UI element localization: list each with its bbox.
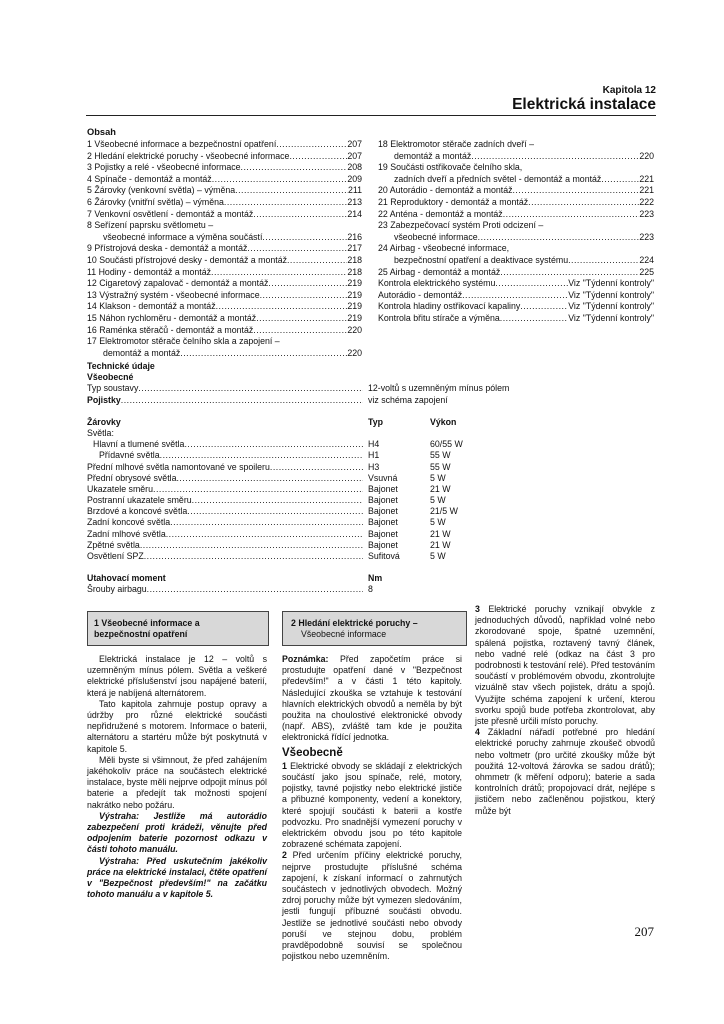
spec-leader-dots <box>144 551 363 562</box>
toc-entry-page: 216 <box>347 231 362 242</box>
section2-body-left <box>282 654 462 962</box>
spec-name: Typ soustavy <box>87 383 139 394</box>
spec-name-cell <box>87 439 363 450</box>
section2-heading-general: Všeobecně <box>282 746 343 759</box>
spec-row <box>87 551 657 562</box>
spec-leader-dots <box>170 517 363 528</box>
spec-row <box>87 462 657 473</box>
section1-heading-box <box>87 611 269 646</box>
toc-entry <box>378 278 654 290</box>
toc-entry <box>378 151 654 163</box>
spec-value: H1 <box>368 450 380 461</box>
toc-entry <box>378 290 654 302</box>
toc-entry <box>87 174 362 186</box>
section1-warning2: Výstraha: Před uskutečním jakékoliv práce na elektrické instalaci, čtěte opatření v "Bezpečnost především!" na začátku tohoto manuálu a v kapitole 5. <box>87 855 267 900</box>
toc-right-column <box>378 139 654 325</box>
toc-entry-page: Viz "Týdenní kontroly" <box>568 289 654 300</box>
toc-entry <box>87 255 362 267</box>
toc-entry-page: 219 <box>347 312 362 323</box>
spec-leader-dots <box>147 584 363 595</box>
toc-entry <box>378 267 654 279</box>
spec-row <box>87 473 657 484</box>
spec-leader-dots <box>160 450 363 461</box>
section2-para1: Elektrické obvody se skládají z elektrických součástí jako jsou spínače, relé, motory, pojistky, tavné pojistky nebo elektrické jističe a přibuzné komponenty, vedení a konektory, které spojují součásti k baterii a kostře podvozku. Pro snadnější vymezení poruchy v elektrickém obvodu jsou po této kapitole zobrazené schémata zapojení. <box>282 760 462 850</box>
toc-entry-page: 208 <box>347 162 362 173</box>
toc-leader-dots <box>495 278 568 290</box>
toc-leader-dots <box>241 162 348 174</box>
toc-entry-title: 25 Airbag - demontáž a montáž <box>378 266 501 277</box>
toc-leader-dots <box>253 209 347 221</box>
toc-entry-page: 220 <box>347 347 362 358</box>
spec-name-cell <box>87 506 363 517</box>
toc-left-column <box>87 139 362 359</box>
section1-para1: Elektrická instalace je 12 – voltů s uzemněným mínus pólem. Světla a veškeré elektrické příslušenství jsou napájené baterií, která je nabíjená alternátorem. <box>87 654 267 698</box>
spec-value: Bajonet <box>368 495 398 506</box>
spec-name: Ukazatele směru <box>87 483 154 494</box>
section2-para-num: 3 <box>475 604 480 614</box>
toc-entry-title: 4 Spínače - demontáž a montáž <box>87 173 212 184</box>
spec-row <box>87 383 657 394</box>
toc-entry-title: 21 Reproduktory - demontáž a montáž <box>378 196 529 207</box>
bulbs-sub: Světla: <box>87 427 114 438</box>
torque-unit: Nm <box>368 573 383 584</box>
toc-entry-page: 222 <box>639 196 654 207</box>
toc-leader-dots <box>471 151 639 163</box>
toc-entry-title: 13 Výstražný systém - všeobecné informace <box>87 289 260 300</box>
toc-entry <box>87 209 362 221</box>
spec-name-cell <box>87 462 363 473</box>
toc-leader-dots <box>512 185 639 197</box>
section2-body-right <box>475 604 655 817</box>
toc-leader-dots <box>528 197 639 209</box>
toc-entry-title: 10 Součásti přístrojové desky - demontáž a montáž <box>87 254 287 265</box>
spec-value: viz schéma zapojení <box>368 394 448 405</box>
torque-header-row <box>87 573 657 584</box>
spec-value-2: 21 W <box>430 539 451 550</box>
toc-leader-dots <box>500 313 568 325</box>
section2-para <box>475 604 655 727</box>
toc-leader-dots <box>568 255 639 267</box>
spec-name: Přední mlhové světla namontované ve spoileru <box>87 461 270 472</box>
toc-leader-dots <box>520 301 568 313</box>
spec-value-2: 60/55 W <box>430 439 463 450</box>
spec-name-cell <box>87 383 363 394</box>
toc-entry-title: 18 Elektromotor stěrače zadních dveří – <box>378 139 534 149</box>
toc-entry <box>378 243 654 255</box>
toc-entry <box>87 162 362 174</box>
toc-entry-title: 12 Cigaretový zapalovač - demontáž a montáž <box>87 278 269 289</box>
bulbs-list <box>87 439 657 562</box>
toc-leader-dots <box>235 185 348 197</box>
spec-name-cell <box>87 473 363 484</box>
toc-entry <box>87 336 362 348</box>
spec-leader-dots <box>140 540 363 551</box>
section2-para-text: Elektrické poruchy vznikají obvykle z jednoduchých důvodů, například volné nebo zkorodované spoje, špatné uzemnění, spálená pojistka, roztavený tavný článek, nebo vadné relé (odkaz na část 3 pro podrobnosti k testování relé). Před testováním součástí v problémovém obvodu, zkontrolujte vizuálně stav všech pojistek, drátu a spojů. Využijte schéma zapojení k určení, kterou svorku spojů bude potřeba zkontrolovat, aby jste přesně určili místo poruchy. <box>475 604 655 727</box>
spec-value-2: 55 W <box>430 450 451 461</box>
spec-name: Postranní ukazatele směru <box>87 495 192 506</box>
spec-name-cell <box>87 551 363 562</box>
toc-leader-dots <box>287 255 347 267</box>
spec-name-cell <box>87 529 363 540</box>
toc-entry-page: 214 <box>347 208 362 219</box>
spec-name: Zpětné světla <box>87 539 140 550</box>
toc-entry-page: 223 <box>639 208 654 219</box>
toc-entry-title: Kontrola hladiny ostřikovací kapaliny <box>378 301 521 312</box>
section2-heading-line2: Všeobecné informace <box>301 629 387 639</box>
spec-value-2: 55 W <box>430 461 451 472</box>
toc-entry-title: bezpečnostní opatření a deaktivace systému <box>394 254 569 265</box>
bulbs-col-power: Výkon <box>430 416 457 427</box>
toc-leader-dots <box>212 174 348 186</box>
toc-leader-dots <box>260 290 348 302</box>
spec-leader-dots <box>166 529 363 540</box>
chapter-title: Elektrická instalace <box>512 96 656 113</box>
spec-name-cell <box>87 495 363 506</box>
toc-entry-page: 220 <box>639 150 654 161</box>
toc-entry-title: 15 Náhon rychloměru - demontáž a montáž <box>87 312 257 323</box>
toc-entry-title: 8 Seřízení paprsku světlometu – <box>87 220 214 231</box>
spec-name: Hlavní a tlumené světla <box>93 439 185 450</box>
spec-name: Pojistky <box>87 394 121 405</box>
toc-entry-title: 11 Hodiny - demontáž a montáž <box>87 266 212 277</box>
toc-entry-title: 23 Zabezpečovací systém Proti odcizení – <box>378 220 544 231</box>
spec-value-2: 5 W <box>430 495 446 506</box>
toc-entry <box>87 313 362 325</box>
toc-entry <box>378 139 654 151</box>
torque-title: Utahovací moment <box>87 573 166 584</box>
toc-entry-title: 14 Klakson - demontáž a montáž <box>87 301 216 312</box>
toc-entry-page: 223 <box>639 231 654 242</box>
specs-title: Technické údaje <box>87 361 155 371</box>
spec-name-cell <box>87 517 363 528</box>
toc-entry <box>87 220 362 232</box>
spec-value-2: 21/5 W <box>430 506 458 517</box>
spec-row <box>87 484 657 495</box>
toc-entry-title: demontáž a montáž <box>394 150 472 161</box>
toc-entry-page: 219 <box>347 301 362 312</box>
toc-entry <box>87 197 362 209</box>
toc-leader-dots <box>478 232 640 244</box>
toc-leader-dots <box>211 267 347 279</box>
toc-entry-page: 213 <box>347 196 362 207</box>
spec-row <box>87 395 657 406</box>
spec-value-2: 21 W <box>430 528 451 539</box>
toc-entry-title: Autorádio - demontáž <box>378 289 463 300</box>
section2-heading-box <box>282 611 467 646</box>
toc-entry <box>378 162 654 174</box>
toc-leader-dots <box>253 325 347 337</box>
toc-entry-title: 5 Žárovky (venkovní světla) – výměna <box>87 185 236 196</box>
bulbs-header-row <box>87 417 657 428</box>
section2-para-num: 4 <box>475 727 480 738</box>
spec-leader-dots <box>138 383 363 394</box>
section2-p1-num: 1 <box>282 760 287 771</box>
spec-name: Šrouby airbagu <box>87 584 147 595</box>
toc-leader-dots <box>500 267 639 279</box>
spec-value: Bajonet <box>368 517 398 528</box>
toc-leader-dots <box>247 243 347 255</box>
toc-entry <box>378 301 654 313</box>
spec-value-2: 21 W <box>430 483 451 494</box>
specs-general-title: Všeobecné <box>87 372 134 383</box>
toc-entry-page: 219 <box>347 278 362 289</box>
spec-row <box>87 517 657 528</box>
toc-entry-title: 16 Raménka stěračů - demontáž a montáž <box>87 324 254 335</box>
toc-entry-page: 221 <box>639 173 654 184</box>
spec-value: Bajonet <box>368 539 398 550</box>
section1-body <box>87 654 267 900</box>
toc-entry-page: 219 <box>347 289 362 300</box>
toc-entry <box>87 301 362 313</box>
section1-warning1: Výstraha: Jestliže má autorádio zabezpečení proti krádeži, věnujte před odpojením baterie pozornost odkazu v části tohoto manuálu. <box>87 810 267 855</box>
toc-entry-page: 211 <box>347 185 362 196</box>
toc-entry-title: všeobecné informace a výměna součástí <box>103 231 263 242</box>
toc-leader-dots <box>289 151 347 163</box>
toc-entry <box>87 243 362 255</box>
spec-leader-dots <box>153 484 363 495</box>
section1-heading-line1: 1 Všeobecné informace a <box>94 618 200 628</box>
toc-leader-dots <box>276 139 347 151</box>
toc-entry-title: 19 Součásti ostřikovače čelního skla, <box>378 162 523 173</box>
toc-title: Obsah <box>87 127 116 137</box>
toc-entry-page: 218 <box>347 254 362 265</box>
section2-para2: Před určením příčiny elektrické poruchy, nejprve prostudujte příslušné schéma zapojení, k získaní informací o zahrnutých součástech v jednotlivých obvodech. Možný zdroj poruchy může být vymezen sledováním, jestli fungují příbuzné součásti obvodu. Jestliže se jednotlivé součásti nebo obvody poruší ve stejnou dobu, problém pravděpodobně souvisí se společnou pojistkou nebo uzemněním. <box>282 850 462 962</box>
toc-entry <box>87 278 362 290</box>
spec-name: Zadní koncové světla <box>87 517 171 528</box>
spec-value-2: 5 W <box>430 472 446 483</box>
toc-entry-page: Viz "Týdenní kontroly" <box>568 301 654 312</box>
toc-leader-dots <box>462 290 568 302</box>
toc-entry-title: Kontrola elektrického systému <box>378 278 496 289</box>
toc-entry-title: 20 Autorádio - demontáž a montáž <box>378 185 513 196</box>
spec-value: Bajonet <box>368 483 398 494</box>
toc-leader-dots <box>180 348 347 360</box>
section2-heading-line1: 2 Hledání elektrické poruchy – <box>291 618 418 628</box>
toc-entry-page: 220 <box>347 324 362 335</box>
toc-entry-page: 225 <box>639 266 654 277</box>
toc-entry-title: 3 Pojistky a relé - všeobecné informace <box>87 162 241 173</box>
toc-entry <box>378 209 654 221</box>
toc-entry <box>87 348 362 360</box>
toc-leader-dots <box>256 313 347 325</box>
spec-name: Přídavné světla <box>99 450 160 461</box>
spec-row <box>87 495 657 506</box>
toc-entry-title: 24 Airbag - všeobecné informace, <box>378 243 510 254</box>
spec-leader-dots <box>270 462 363 473</box>
toc-entry <box>378 174 654 186</box>
toc-leader-dots <box>216 301 348 313</box>
spec-name: Zadní mlhové světla <box>87 528 166 539</box>
chapter-label: Kapitola 12 <box>602 85 656 96</box>
toc-entry <box>87 267 362 279</box>
spec-name-cell <box>87 584 363 595</box>
spec-leader-dots <box>192 495 363 506</box>
toc-entry-title: 22 Anténa - demontáž a montáž <box>378 208 503 219</box>
spec-name: Brzdové a koncové světla <box>87 506 188 517</box>
toc-leader-dots <box>601 174 639 186</box>
spec-value: 12-voltů s uzemněným mínus pólem <box>368 383 510 394</box>
toc-entry <box>87 232 362 244</box>
spec-value: Sufitová <box>368 551 400 562</box>
section2-note-label: Poznámka: <box>282 654 329 664</box>
toc-entry-page: 224 <box>639 254 654 265</box>
toc-leader-dots <box>268 278 347 290</box>
toc-entry-page: 209 <box>347 173 362 184</box>
spec-name-cell <box>87 484 363 495</box>
section2-para <box>475 727 655 817</box>
toc-entry-title: 7 Venkovní osvětlení - demontáž a montáž <box>87 208 254 219</box>
spec-value: Bajonet <box>368 506 398 517</box>
toc-entry-title: 9 Přístrojová deska - demontáž a montáž <box>87 243 248 254</box>
toc-entry-page: 217 <box>347 243 362 254</box>
spec-row <box>87 506 657 517</box>
spec-leader-dots <box>176 473 363 484</box>
toc-entry <box>87 185 362 197</box>
spec-leader-dots <box>184 439 363 450</box>
spec-value-2: 5 W <box>430 517 446 528</box>
section1-para2: Tato kapitola zahrnuje postup opravy a údržby pro různé elektrické součásti nepřidružené s motorem. Informace o baterii, alternátoru a startéru může být poskytnutá v kapitole 5. <box>87 698 267 754</box>
toc-entry <box>87 290 362 302</box>
toc-entry <box>378 220 654 232</box>
torque-list <box>87 584 657 595</box>
toc-entry-title: zadních dveří a předních světel - demontáž a montáž <box>394 173 602 184</box>
toc-entry <box>378 255 654 267</box>
spec-name-cell <box>87 540 363 551</box>
toc-entry <box>378 232 654 244</box>
toc-entry <box>87 139 362 151</box>
toc-entry-title: 6 Žárovky (vnitřní světla) – výměna <box>87 196 224 207</box>
specs-general-list <box>87 383 657 405</box>
toc-entry <box>378 197 654 209</box>
spec-row <box>87 584 657 595</box>
toc-entry <box>378 185 654 197</box>
spec-row <box>87 529 657 540</box>
toc-entry-page: Viz "Týdenní kontroly" <box>568 312 654 323</box>
toc-entry-page: Viz "Týdenní kontroly" <box>568 278 654 289</box>
toc-entry-title: všeobecné informace <box>394 231 478 242</box>
spec-value: H4 <box>368 439 380 450</box>
spec-value: Bajonet <box>368 528 398 539</box>
spec-value: 8 <box>368 584 373 595</box>
toc-entry <box>87 151 362 163</box>
spec-name: Osvětlení SPZ <box>87 551 144 562</box>
section2-note: Před započetím práce si prostudujte opatření dané v "Bezpečnost především!" a v části 1 této kapitoly. Následující zkouška se vztahuje k testování hlavních elektrických obvodů a neměla by být použita na choulostivé elektronické obvody (např. ABS), zvláště tam kde je použita elektronická řídící jednotka. <box>282 654 462 743</box>
toc-entry-title: Kontrola břitu stírače a výměna <box>378 312 500 323</box>
spec-leader-dots <box>121 395 363 406</box>
spec-value-2: 5 W <box>430 551 446 562</box>
section1-heading-line2: bezpečnostní opatření <box>94 629 188 639</box>
spec-name: Přední obrysové světla <box>87 472 177 483</box>
spec-name-cell <box>87 450 363 461</box>
toc-entry-page: 221 <box>639 185 654 196</box>
section1-para3: Měli byste si všimnout, že před zahájením jakéhokoliv práce na součástech elektrické instalace, byste měli nejprve odpojit mínus pól baterie a předejít tak možnosti spojení nakrátko nebo požáru. <box>87 754 267 810</box>
spec-value: H3 <box>368 461 380 472</box>
toc-entry-page: 207 <box>347 139 362 149</box>
section2-p2-num: 2 <box>282 850 287 861</box>
toc-entry-page: 207 <box>347 150 362 161</box>
toc-entry-title: 2 Hledání elektrické poruchy - všeobecné informace <box>87 150 290 161</box>
spec-value: Vsuvná <box>368 472 398 483</box>
bulbs-col-type: Typ <box>368 416 383 427</box>
spec-row <box>87 439 657 450</box>
toc-entry-title: demontáž a montáž <box>103 347 181 358</box>
page-number: 207 <box>634 924 654 939</box>
toc-entry-title: 1 Všeobecné informace a bezpečnostní opatření <box>87 139 277 149</box>
header-rule <box>86 115 656 116</box>
spec-row <box>87 540 657 551</box>
bulbs-title: Žárovky <box>87 416 121 427</box>
toc-leader-dots <box>262 232 347 244</box>
toc-entry-title: 17 Elektromotor stěrače čelního skla a zapojení – <box>87 336 280 347</box>
toc-entry <box>378 313 654 325</box>
toc-entry <box>87 325 362 337</box>
spec-row <box>87 450 657 461</box>
toc-leader-dots <box>503 209 640 221</box>
section2-para-text: Základní nářadí potřebné pro hledání elektrické poruchy zahrnuje zkoušeč obvodů nebo voltmetr (pro určité zkoušky může být použitá 12-voltová žárovka se sadou drátů); ohmmetr (k měření odporu); baterie a sada kontrolních drátů; propojovací drát, nejlépe s jističem nebo začleněnou pojistkou, který může být <box>475 727 655 816</box>
specs-section <box>87 361 657 596</box>
spec-name-cell <box>87 395 363 406</box>
toc-leader-dots <box>224 197 347 209</box>
toc-entry-page: 218 <box>347 266 362 277</box>
spec-leader-dots <box>187 506 363 517</box>
